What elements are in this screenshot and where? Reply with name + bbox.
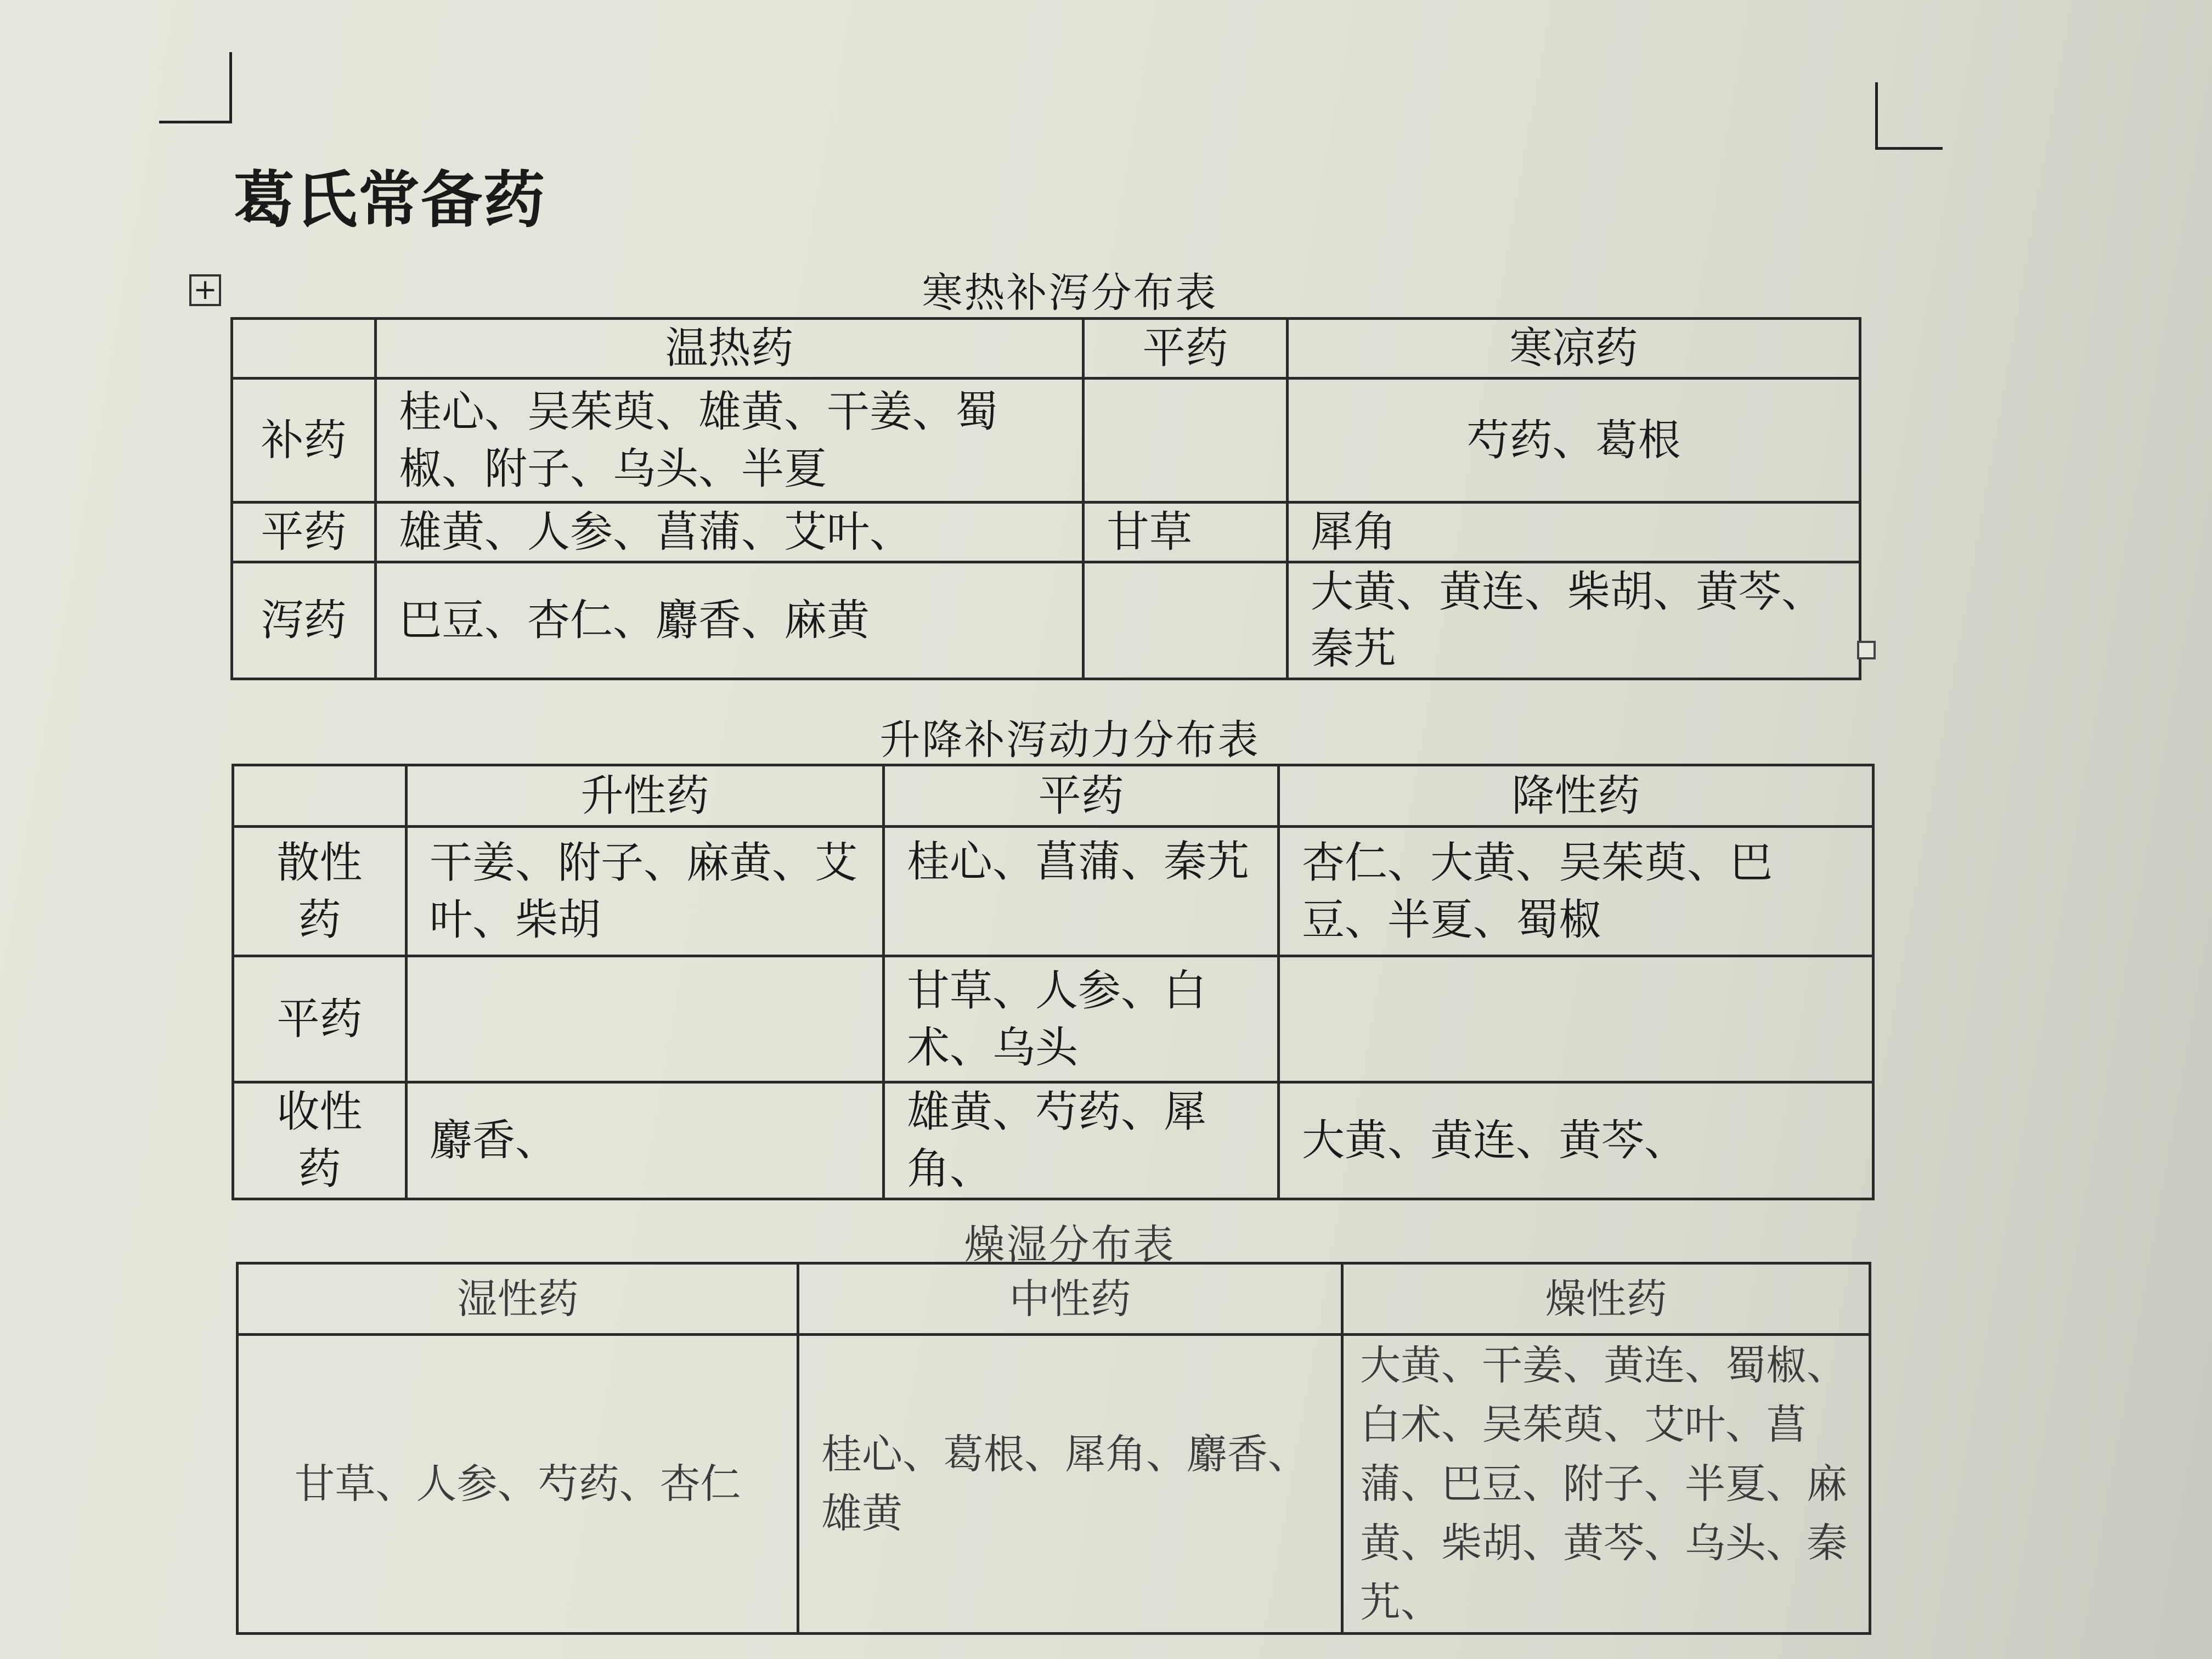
table1-header-neutral: 平药 <box>1084 319 1288 379</box>
table2-cell: 大黄、黄连、黄芩、 <box>1279 1082 1874 1199</box>
table3-cell: 甘草、人参、芍药、杏仁 <box>238 1335 798 1634</box>
table1-row-label: 泻药 <box>232 562 376 679</box>
table2-cell: 雄黄、芍药、犀角、 <box>884 1082 1279 1199</box>
table1-header-cold: 寒凉药 <box>1288 319 1860 379</box>
table1-caption: 寒热补泻分布表 <box>922 269 1218 317</box>
table2-cell <box>407 956 884 1082</box>
table2-row-label: 收性药 <box>233 1082 407 1199</box>
table2-row-label: 散性药 <box>233 827 407 956</box>
table2-caption: 升降补泻动力分布表 <box>879 716 1260 764</box>
table3-header-neutral: 中性药 <box>798 1263 1342 1335</box>
table3-header-damp: 湿性药 <box>238 1263 798 1335</box>
table1-cell: 大黄、黄连、柴胡、黄芩、秦艽 <box>1288 562 1860 679</box>
move-cross-icon[interactable]: + <box>189 274 221 306</box>
table2-cell: 杏仁、大黄、吴茱萸、巴豆、半夏、蜀椒 <box>1279 827 1874 956</box>
table3-cell: 大黄、干姜、黄连、蜀椒、白术、吴茱萸、艾叶、菖蒲、巴豆、附子、半夏、麻黄、柴胡、黄芩、乌头、秦艽、 <box>1342 1335 1870 1634</box>
table2-cell: 麝香、 <box>407 1082 884 1199</box>
table2-cell <box>1279 956 1874 1082</box>
resize-square-icon[interactable] <box>1857 641 1876 659</box>
table2-cell: 干姜、附子、麻黄、艾叶、柴胡 <box>407 827 884 956</box>
table1-cell: 芍药、葛根 <box>1288 379 1860 503</box>
table3 <box>236 1262 1871 1635</box>
table1-cell: 犀角 <box>1288 503 1860 562</box>
margin-corner-top-left <box>159 52 232 123</box>
table2-row-label: 平药 <box>233 956 407 1082</box>
table3-cell: 桂心、葛根、犀角、麝香、雄黄 <box>798 1335 1342 1634</box>
table1 <box>230 317 1861 680</box>
table1-cell <box>1084 562 1288 679</box>
table3-caption: 燥湿分布表 <box>964 1221 1176 1268</box>
table1-cell: 桂心、吴茱萸、雄黄、干姜、蜀椒、附子、乌头、半夏 <box>376 379 1084 503</box>
table1-cell: 甘草 <box>1084 503 1288 562</box>
table2-header-corner <box>233 765 407 827</box>
table1-header-corner <box>232 319 376 379</box>
table1-row-label: 平药 <box>232 503 376 562</box>
table1-cell <box>1084 379 1288 503</box>
table1-row-label: 补药 <box>232 379 376 503</box>
table2-cell: 桂心、菖蒲、秦艽 <box>884 827 1279 956</box>
table2-header-falling: 降性药 <box>1279 765 1874 827</box>
document-title: 葛氏常备药 <box>233 165 546 236</box>
table1-cell: 巴豆、杏仁、麝香、麻黄 <box>376 562 1084 679</box>
table3-header-dry: 燥性药 <box>1342 1263 1870 1335</box>
table2-header-neutral: 平药 <box>884 765 1279 827</box>
table1-cell: 雄黄、人参、菖蒲、艾叶、 <box>376 503 1084 562</box>
table1-header-warm: 温热药 <box>376 319 1084 379</box>
table2-header-rising: 升性药 <box>407 765 884 827</box>
margin-corner-top-right <box>1875 82 1943 150</box>
table2 <box>232 764 1875 1200</box>
table2-cell: 甘草、人参、白术、乌头 <box>884 956 1279 1082</box>
